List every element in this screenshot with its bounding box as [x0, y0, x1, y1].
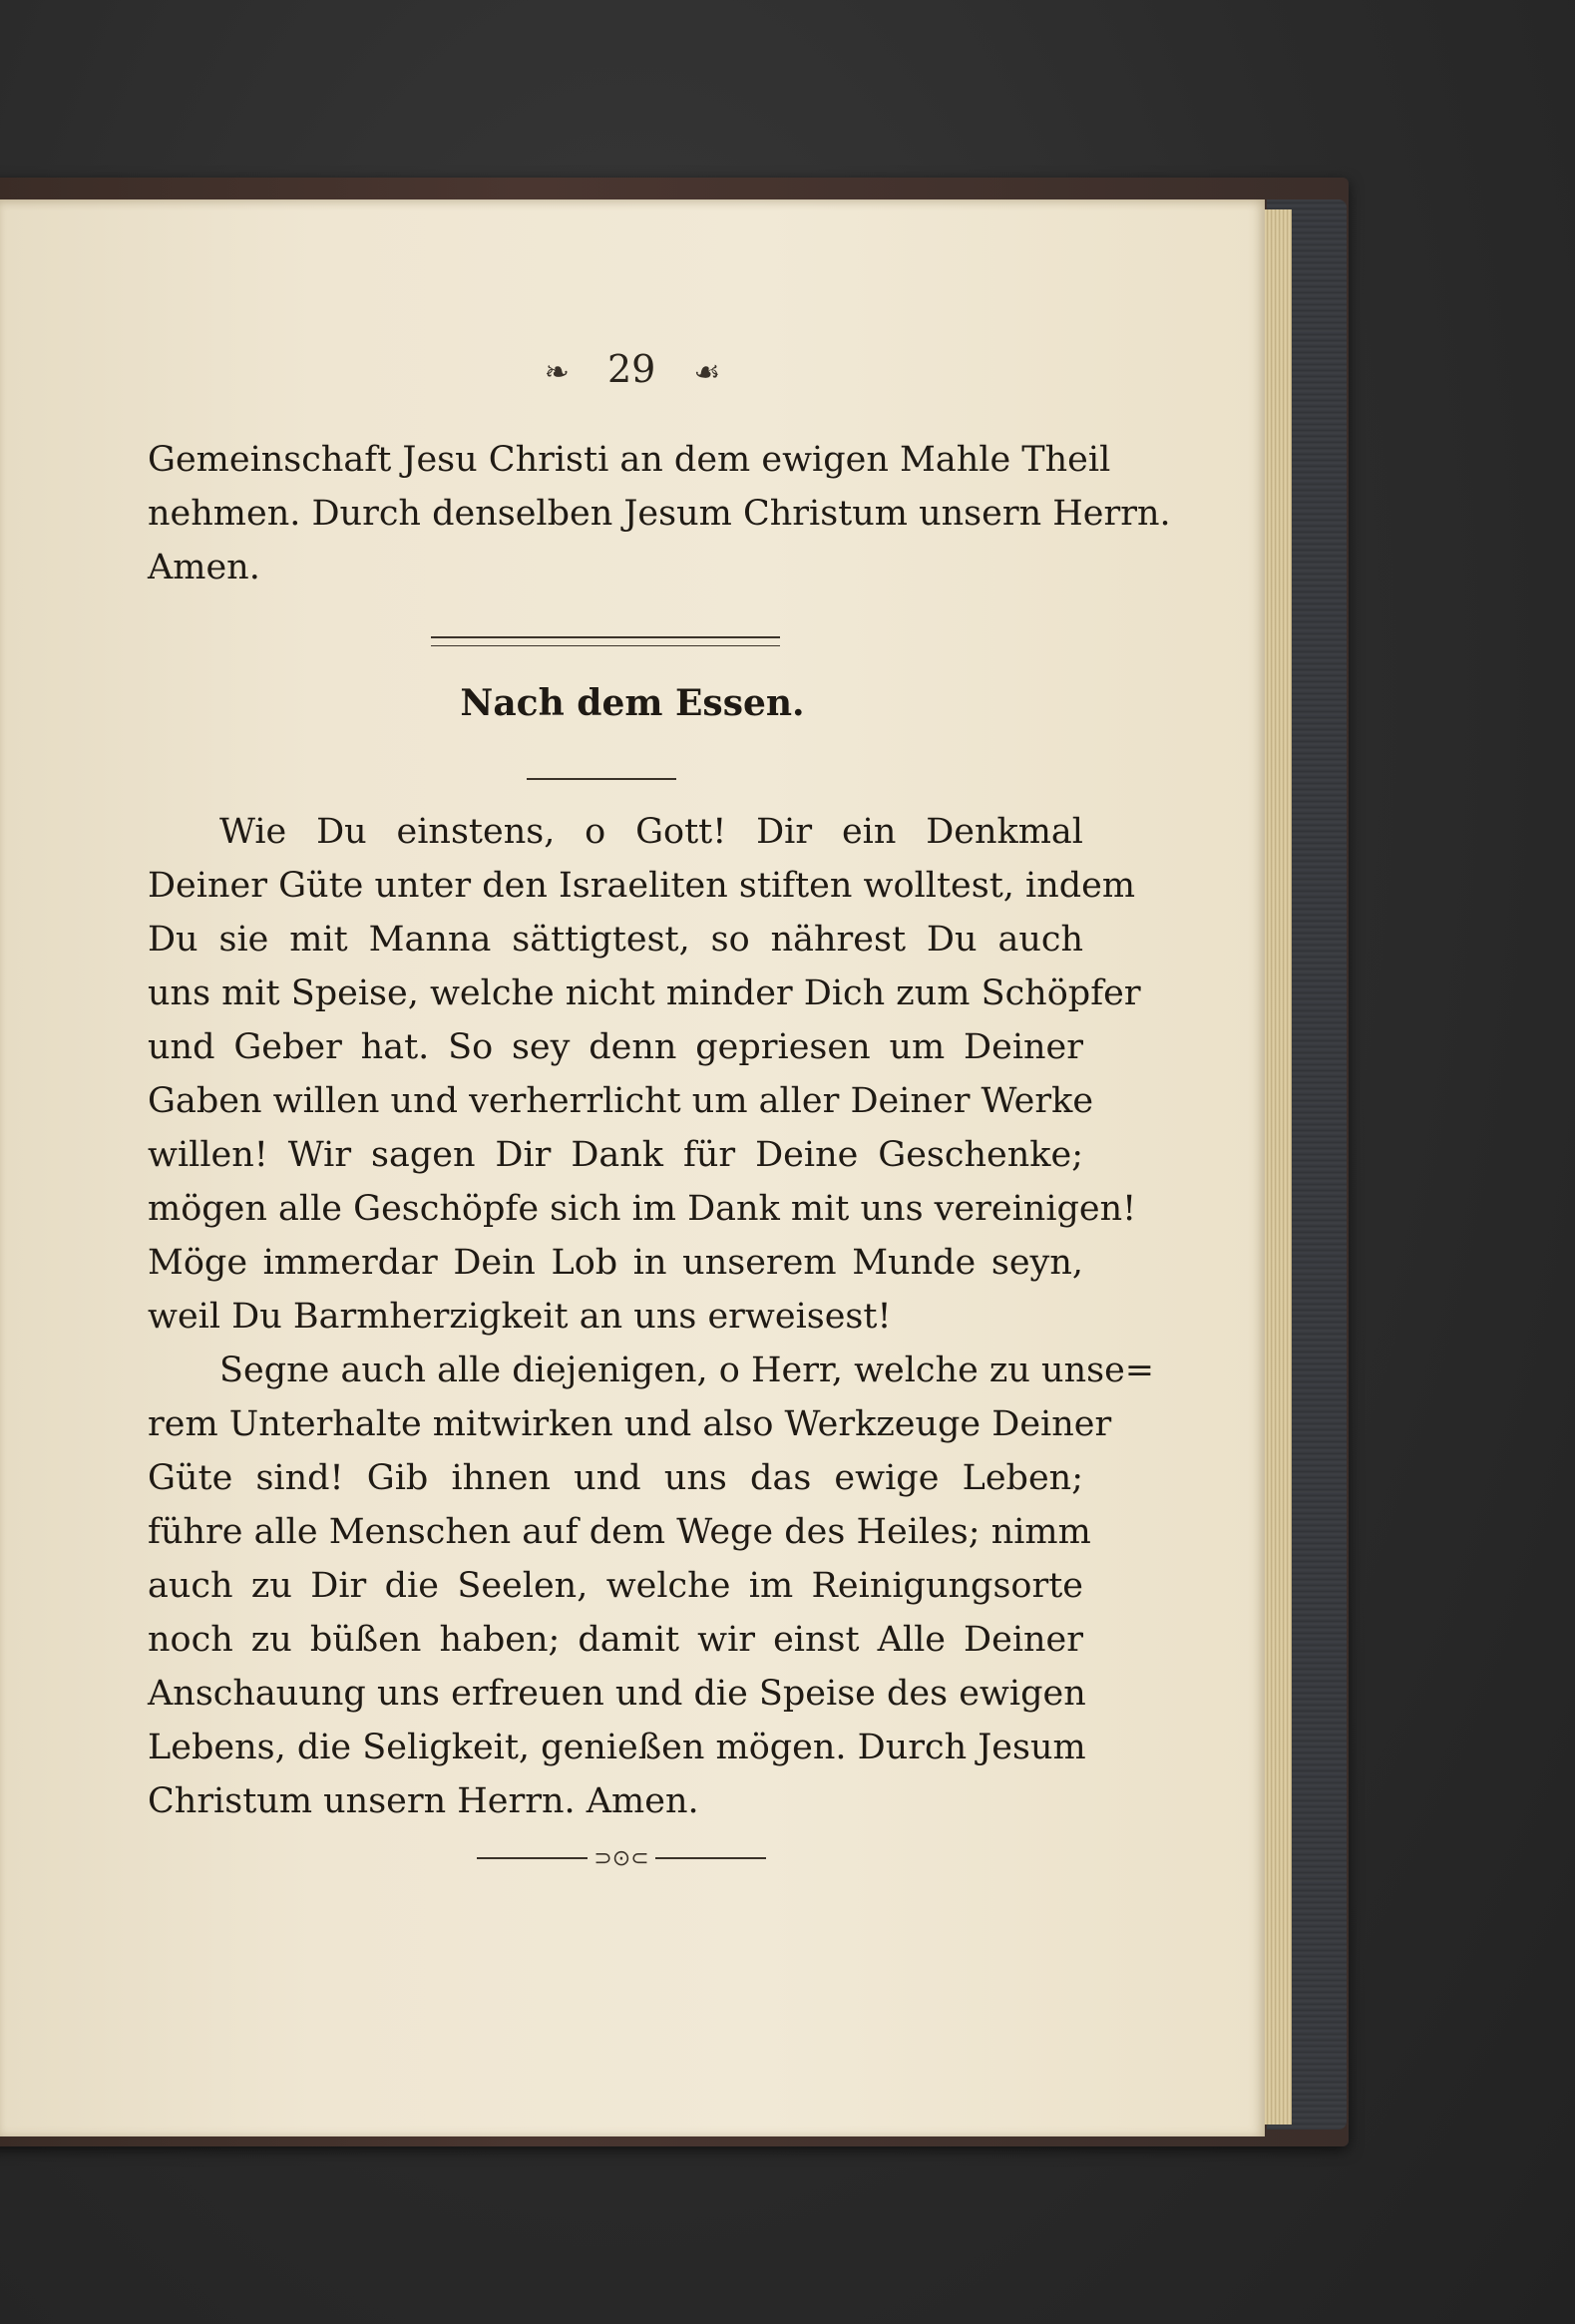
- text-line: Lebens, die Seligkeit, genießen mögen. Durch Jesum: [148, 1728, 1086, 1767]
- text-line: Anschauung uns erfreuen und die Speise des ewigen: [148, 1674, 1086, 1714]
- paragraph-continuation: [148, 433, 1171, 594]
- text-line: auch zu Dir die Seelen, welche im Reinigungsorte: [148, 1566, 1083, 1606]
- ornament-right-icon: ☙: [693, 355, 721, 390]
- text-line: Möge immerdar Dein Lob in unserem Munde seyn,: [148, 1243, 1083, 1283]
- text-line: uns mit Speise, welche nicht minder Dich zum Schöpfer: [148, 973, 1141, 1013]
- text-line: mögen alle Geschöpfe sich im Dank mit uns vereinigen!: [148, 1189, 1137, 1229]
- text-line: führe alle Menschen auf dem Wege des Heiles; nimm: [148, 1512, 1091, 1552]
- page-number: 29: [606, 347, 656, 391]
- text-line: Gemeinschaft Jesu Christi an dem ewigen Mahle Theil: [148, 440, 1111, 480]
- text-line: Gaben willen und verherrlicht um aller Deiner Werke: [148, 1081, 1094, 1121]
- text-line: Segne auch alle diejenigen, o Herr, welche zu unse=: [219, 1351, 1155, 1390]
- ornament-center-icon: ⊃⊙⊂: [593, 1845, 649, 1871]
- text-line: nehmen. Durch denselben Jesum Christum unsern Herrn.: [148, 494, 1171, 534]
- ornament-left-icon: ❧: [544, 355, 570, 390]
- prayer-text: [148, 805, 1155, 1828]
- text-line: Deiner Güte unter den Israeliten stiften wolltest, indem: [148, 866, 1136, 906]
- text-line: Güte sind! Gib ihnen und uns das ewige Leben;: [148, 1458, 1083, 1498]
- ornament-rule-left: [477, 1857, 588, 1859]
- text-line: Du sie mit Manna sättigtest, so nährest Du auch: [148, 920, 1083, 960]
- text-line: Christum unsern Herrn. Amen.: [148, 1781, 699, 1821]
- text-line: weil Du Barmherzigkeit an uns erweisest!: [148, 1297, 892, 1337]
- text-line: Amen.: [148, 548, 260, 587]
- text-line: rem Unterhalte mitwirken und also Werkzeuge Deiner: [148, 1404, 1112, 1444]
- text-line: Wie Du einstens, o Gott! Dir ein Denkmal: [219, 812, 1083, 852]
- ornament-rule-right: [655, 1857, 766, 1859]
- section-title: Nach dem Essen.: [460, 682, 805, 724]
- book-page: [0, 199, 1265, 2136]
- text-line: willen! Wir sagen Dir Dank für Deine Geschenke;: [148, 1135, 1083, 1175]
- text-line: und Geber hat. So sey denn gepriesen um Deiner: [148, 1027, 1083, 1067]
- short-rule-divider: [527, 778, 676, 780]
- text-line: noch zu büßen haben; damit wir einst Alle Deiner: [148, 1620, 1083, 1660]
- double-rule-divider: [431, 636, 780, 646]
- page-header: [0, 347, 1265, 391]
- end-ornament: [477, 1843, 766, 1873]
